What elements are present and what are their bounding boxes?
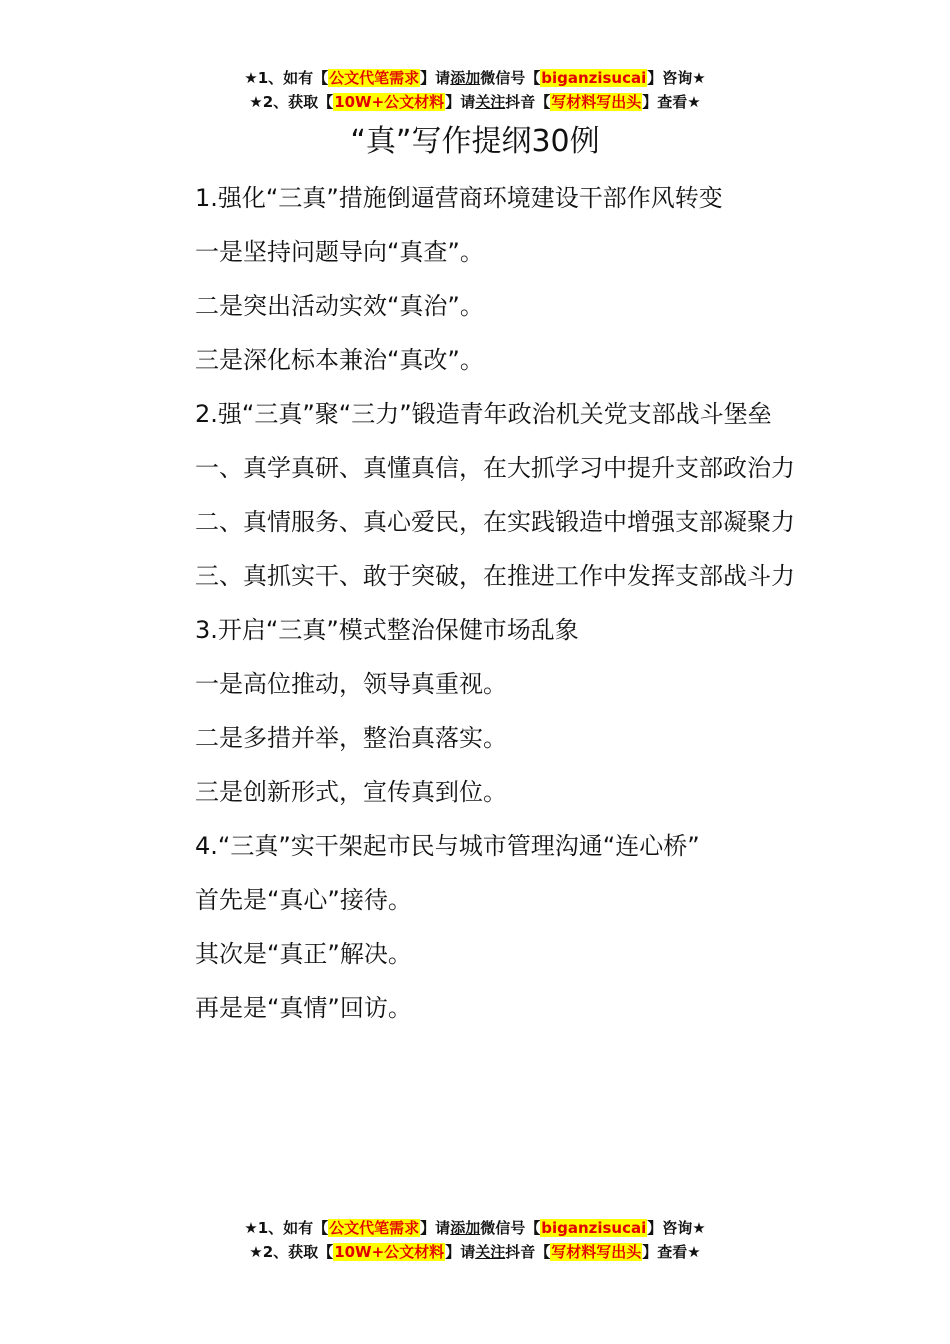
paragraph: 一是坚持问题导向“真查”。 xyxy=(195,238,484,266)
banner-highlight: 10W+公文材料 xyxy=(334,93,445,111)
banner-text: ★1、如有【 xyxy=(244,69,329,87)
paragraph: 二是多措并举，整治真落实。 xyxy=(195,724,507,752)
banner-text: 】查看★ xyxy=(642,93,701,111)
banner-underlined: 添加 xyxy=(450,69,481,87)
banner-text: 】请 xyxy=(420,1219,451,1237)
banner-text: ★1、如有【 xyxy=(244,1219,329,1237)
banner-highlight: 写材料写出头 xyxy=(551,1243,642,1261)
banner-highlight: biganzisucai xyxy=(541,1219,647,1237)
banner-text: ★2、获取【 xyxy=(249,1243,334,1261)
promo-banner-bottom xyxy=(0,1216,950,1264)
paragraph: 再是是“真情”回访。 xyxy=(195,994,412,1022)
banner-highlight: 公文代笔需求 xyxy=(329,69,420,87)
paragraph: 首先是“真心”接待。 xyxy=(195,886,412,914)
paragraph: 一、真学真研、真懂真信，在大抓学习中提升支部政治力 xyxy=(195,454,795,482)
banner-highlight: biganzisucai xyxy=(541,69,647,87)
banner-line-2 xyxy=(0,90,950,114)
banner-line-2 xyxy=(0,1240,950,1264)
banner-underlined: 关注 xyxy=(475,93,506,111)
paragraph: 其次是“真正”解决。 xyxy=(195,940,412,968)
banner-text: ★2、获取【 xyxy=(249,93,334,111)
paragraph: 二是突出活动实效“真治”。 xyxy=(195,292,484,320)
banner-highlight: 公文代笔需求 xyxy=(329,1219,420,1237)
document-title: “真”写作提纲30例 xyxy=(350,124,600,159)
banner-line-1 xyxy=(0,66,950,90)
banner-text: 微信号【 xyxy=(480,69,541,87)
banner-text: 抖音【 xyxy=(505,93,551,111)
banner-text: 】咨询★ xyxy=(647,1219,706,1237)
paragraph: 1.强化“三真”措施倒逼营商环境建设干部作风转变 xyxy=(195,184,723,212)
document-body xyxy=(145,176,810,1040)
paragraph: 二、真情服务、真心爱民，在实践锻造中增强支部凝聚力 xyxy=(195,508,795,536)
banner-highlight: 10W+公文材料 xyxy=(334,1243,445,1261)
banner-text: 】请 xyxy=(445,93,476,111)
paragraph: 4.“三真”实干架起市民与城市管理沟通“连心桥” xyxy=(195,832,700,860)
banner-underlined: 添加 xyxy=(450,1219,481,1237)
banner-line-1 xyxy=(0,1216,950,1240)
banner-text: 抖音【 xyxy=(505,1243,551,1261)
banner-text: 微信号【 xyxy=(480,1219,541,1237)
paragraph: 3.开启“三真”模式整治保健市场乱象 xyxy=(195,616,579,644)
paragraph: 2.强“三真”聚“三力”锻造青年政治机关党支部战斗堡垒 xyxy=(195,400,772,428)
banner-highlight: 写材料写出头 xyxy=(551,93,642,111)
paragraph: 一是高位推动，领导真重视。 xyxy=(195,670,507,698)
paragraph: 三是深化标本兼治“真改”。 xyxy=(195,346,484,374)
banner-text: 】查看★ xyxy=(642,1243,701,1261)
promo-banner-top xyxy=(0,66,950,114)
paragraph: 三、真抓实干、敢于突破，在推进工作中发挥支部战斗力 xyxy=(195,562,795,590)
banner-text: 】请 xyxy=(445,1243,476,1261)
banner-text: 】咨询★ xyxy=(647,69,706,87)
banner-underlined: 关注 xyxy=(475,1243,506,1261)
banner-text: 】请 xyxy=(420,69,451,87)
paragraph: 三是创新形式，宣传真到位。 xyxy=(195,778,507,806)
